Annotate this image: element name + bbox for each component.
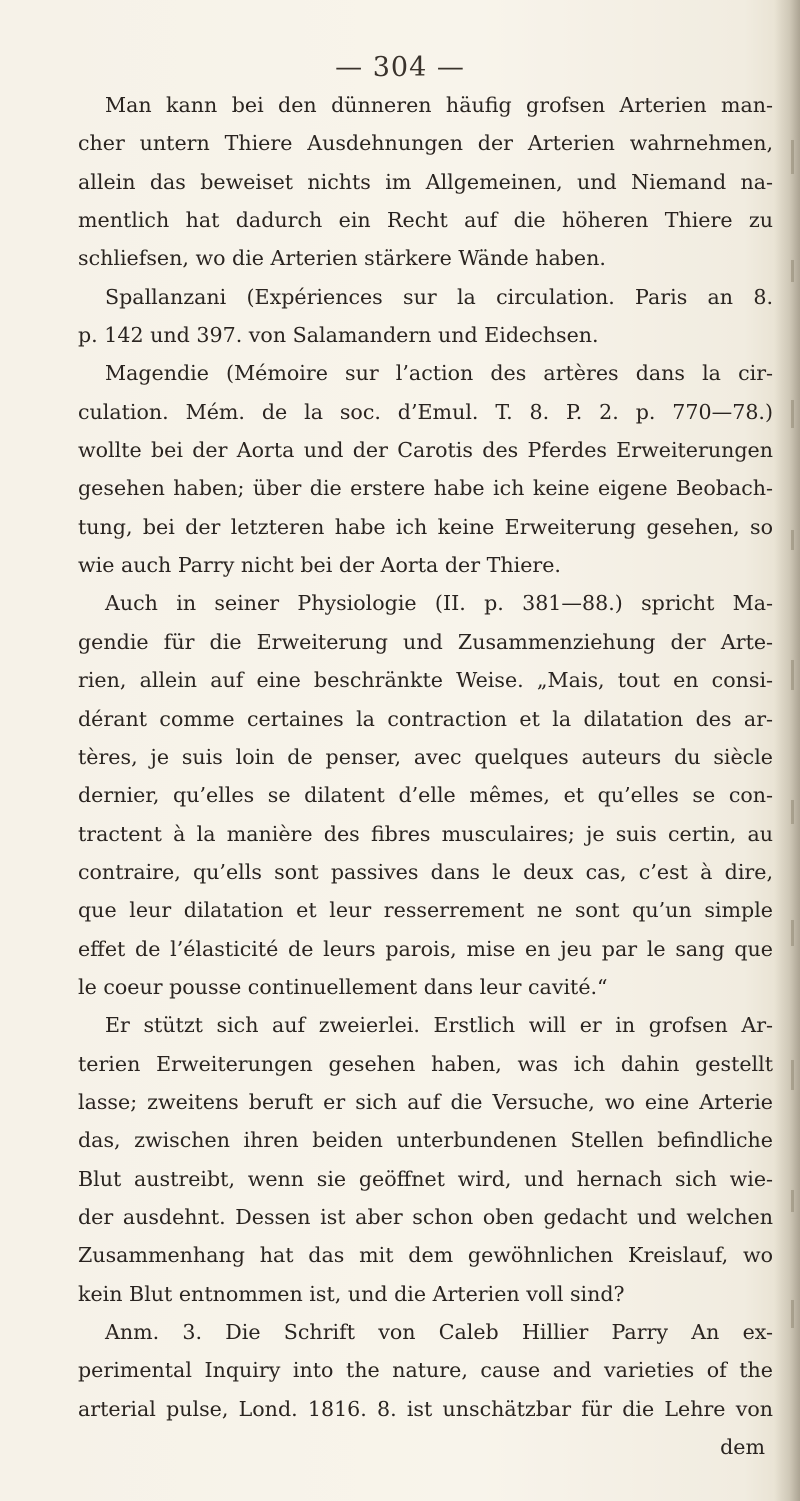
text-line: terien Erweiterungen gesehen haben, was ich dahin gestellt [78, 1051, 773, 1076]
text-line: tung, bei der letzteren habe ich keine Erweiterung gesehen, so [78, 514, 773, 539]
text-line: tractent à la manière des fibres musculaires; je suis certin, au [78, 821, 773, 846]
page-number: — 304 — [335, 52, 465, 83]
text-line: das, zwischen ihren beiden unterbundenen Stellen befindliche [78, 1128, 773, 1153]
text-line: Er stützt sich auf zweierlei. Erstlich will er in grofsen Ar- [105, 1013, 773, 1038]
text-line: Magendie (Mémoire sur l’action des artères dans la cir- [105, 361, 773, 386]
text-line: le coeur pousse continuellement dans leur cavité.“ [78, 974, 608, 999]
text-line: arterial pulse, Lond. 1816. 8. ist unschätzbar für die Lehre von [78, 1396, 773, 1421]
text-line: allein das beweiset nichts im Allgemeinen, und Niemand na- [78, 169, 773, 194]
text-line: culation. Mém. de la soc. d’Emul. T. 8. P. 2. p. 770—78.) [78, 399, 773, 424]
text-line: contraire, qu’ells sont passives dans le deux cas, c’est à dire, [78, 859, 773, 884]
text-line: perimental Inquiry into the nature, cause and varieties of the [78, 1358, 773, 1383]
text-line: Spallanzani (Expériences sur la circulation. Paris an 8. [105, 284, 773, 309]
text-line: mentlich hat dadurch ein Recht auf die höheren Thiere zu [78, 208, 773, 233]
text-line: der ausdehnt. Dessen ist aber schon oben gedacht und welchen [78, 1204, 773, 1229]
body-text [78, 86, 773, 1466]
text-line: wollte bei der Aorta und der Carotis des Pferdes Erweiterungen [78, 438, 773, 463]
text-line: Blut austreibt, wenn sie geöffnet wird, und hernach sich wie- [78, 1166, 773, 1191]
text-line: dérant comme certaines la contraction et la dilatation des ar- [78, 706, 773, 731]
page-edge-marks [784, 100, 794, 1400]
text-line: effet de l’élasticité de leurs parois, mise en jeu par le sang que [78, 936, 773, 961]
text-line: kein Blut entnommen ist, und die Arterien voll sind? [78, 1281, 625, 1306]
text-line: gesehen haben; über die erstere habe ich keine eigene Beobach- [78, 476, 773, 501]
text-line: Man kann bei den dünneren häufig grofsen Arterien man- [105, 93, 773, 117]
text-line: Auch in seiner Physiologie (II. p. 381—88.) spricht Ma- [105, 591, 773, 616]
text-line: lasse; zweitens beruft er sich auf die Versuche, wo eine Arterie [78, 1089, 773, 1114]
text-line: Zusammenhang hat das mit dem gewöhnlichen Kreislauf, wo [78, 1243, 773, 1268]
text-line: rien, allein auf eine beschränkte Weise. „Mais, tout en consi- [78, 668, 773, 693]
text-line: cher untern Thiere Ausdehnungen der Arterien wahrnehmen, [78, 131, 773, 156]
text-line: Anm. 3. Die Schrift von Caleb Hillier Parry An ex- [105, 1320, 773, 1344]
text-line: dernier, qu’elles se dilatent d’elle mêmes, et qu’elles se con- [78, 783, 773, 808]
text-line: tères, je suis loin de penser, avec quelques auteurs du siècle [78, 744, 773, 769]
text-line: dem [720, 1435, 765, 1460]
text-line: que leur dilatation et leur resserrement ne sont qu’un simple [78, 898, 773, 923]
text-line: gendie für die Erweiterung und Zusammenziehung der Arte- [78, 629, 773, 654]
text-line: p. 142 und 397. von Salamandern und Eidechsen. [78, 323, 599, 348]
text-line: schliefsen, wo die Arterien stärkere Wände haben. [78, 246, 606, 271]
text-line: wie auch Parry nicht bei der Aorta der Thiere. [78, 553, 561, 578]
